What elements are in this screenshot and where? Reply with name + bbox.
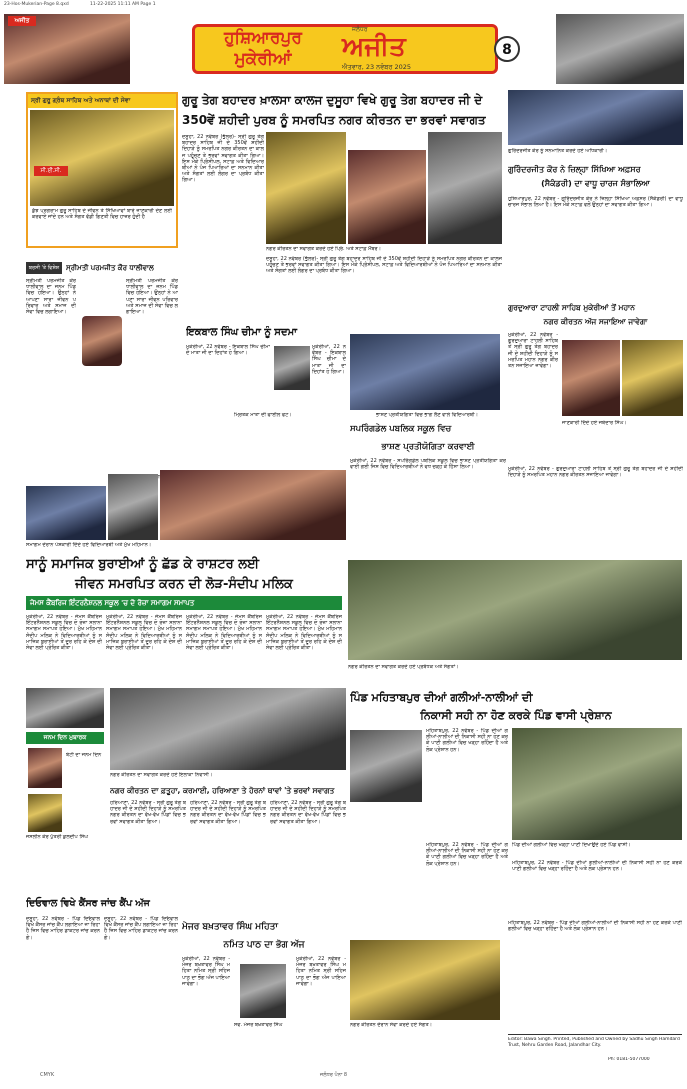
imprint-box [508, 1034, 682, 1064]
page-number: 8 [494, 36, 520, 62]
village-body-col-2: ਮਹਿਤਾਬਪੁਰ, 22 ਨਵੰਬਰ - ਪਿੰਡ ਦੀਆਂ ਗਲੀਆਂ-ਨਾਲੀਆਂ ਦੀ ਨਿਕਾਸੀ ਸਹੀ ਨਾ ਹੋਣ ਕਰਕੇ ਪਾਣੀ ਗਲੀਆਂ ਵਿਚ ਖੜ੍ਹਾ ਰਹਿੰਦਾ ਹੈ ਅਤੇ ਲੋਕ ਪ੍ਰੇਸ਼ਾਨ ਹਨ। [426, 842, 508, 867]
cancer-headline: ਦਿਓਵਾਲ ਵਿਖੇ ਕੈਂਸਰ ਜਾਂਚ ਕੈਂਪ ਅੱਜ [26, 898, 150, 909]
village-caption: ਪਿੰਡ ਦੀਆਂ ਗਲੀਆਂ ਵਿਚ ਖੜ੍ਹਾ ਪਾਣੀ ਦਿਖਾਉਂਦੇ ਹੋਏ ਪਿੰਡ ਵਾਸੀ। [512, 842, 631, 848]
birthday-caption-2: ਜਸਲੀਨ ਕੌਰ ਪੁੱਤਰੀ ਕੁਲਦੀਪ ਸਿੰਘ [26, 834, 88, 840]
village-headline-1: ਪਿੰਡ ਮਹਿਤਾਬਪੁਰ ਦੀਆਂ ਗਲੀਆਂ-ਨਾਲੀਆਂ ਦੀ [350, 691, 533, 704]
top-file-strip [0, 0, 687, 10]
gurdwara-photo-1 [562, 340, 620, 416]
major-body-col-1: ਮੁਕੇਰੀਆਂ, 22 ਨਵੰਬਰ - ਮੇਜਰ ਬਖ਼ਤਾਵਰ ਸਿੰਘ ਮਹਿਤਾ ਨਮਿਤ ਸ੍ਰੀ ਸਹਿਜ ਪਾਠ ਦਾ ਭੋਗ ਅੱਜ ਪਾਇਆ ਜਾਵੇਗਾ। [182, 956, 230, 987]
dance-photo-3 [160, 470, 346, 540]
tribute-label: ਬਰਸੀ 'ਤੇ ਵਿਸ਼ੇਸ਼ [26, 262, 62, 274]
gurdwara-body: ਮੁਕੇਰੀਆਂ, 22 ਨਵੰਬਰ - ਗੁਰਦੁਆਰਾ ਟਾਹਲੀ ਸਾਹਿਬ ਤੋਂ ਸ੍ਰੀ ਗੁਰੂ ਤੇਗ ਬਹਾਦਰ ਜੀ ਦੇ ਸ਼ਹੀਦੀ ਦਿਹਾੜੇ ਨੂੰ ਸਮਰਪਿਤ ਮਹਾਨ ਨਗਰ ਕੀਰਤਨ ਸਜਾਇਆ ਜਾਵੇਗਾ। [508, 332, 558, 370]
cancer-body-col-2: ਦਸੂਹਾ, 22 ਨਵੰਬਰ - ਪਿੰਡ ਦਿਓਵਾਲ ਵਿਖੇ ਕੈਂਸਰ ਜਾਂਚ ਕੈਂਪ ਲਗਾਇਆ ਜਾ ਰਿਹਾ ਹੈ ਜਿਸ ਵਿਚ ਮਾਹਿਰ ਡਾਕਟਰ ਜਾਂਚ ਕਰਨਗੇ। [104, 916, 178, 941]
welcome-body-col-1: ਹਰਿਆਣਾ, 22 ਨਵੰਬਰ - ਸ੍ਰੀ ਗੁਰੂ ਤੇਗ ਬਹਾਦਰ ਜੀ ਦੇ ਸ਼ਹੀਦੀ ਦਿਹਾੜੇ ਨੂੰ ਸਮਰਪਿਤ ਨਗਰ ਕੀਰਤਨ ਦਾ ਵੱਖ-ਵੱਖ ਪਿੰਡਾਂ ਵਿਚ ਭਰਵਾਂ ਸਵਾਗਤ ਕੀਤਾ ਗਿਆ। [110, 800, 186, 825]
masthead-right-photo [556, 14, 684, 84]
masthead-section-title: ਹੁਸ਼ਿਆਰਪੁਰ ਮੁਕੇਰੀਆਂ [224, 28, 302, 69]
cancer-body-col-1: ਦਸੂਹਾ, 22 ਨਵੰਬਰ - ਪਿੰਡ ਦਿਓਵਾਲ ਵਿਖੇ ਕੈਂਸਰ ਜਾਂਚ ਕੈਂਪ ਲਗਾਇਆ ਜਾ ਰਿਹਾ ਹੈ ਜਿਸ ਵਿਚ ਮਾਹਿਰ ਡਾਕਟਰ ਜਾਂਚ ਕਰਨਗੇ। [26, 916, 100, 941]
masthead [0, 10, 687, 85]
james-photo [348, 560, 682, 660]
birthday-photo-2 [28, 794, 62, 832]
school-headline-1: ਸਪਰਿੰਗਡੇਲ ਪਬਲਿਕ ਸਕੂਲ ਵਿਚ [350, 424, 452, 434]
birthday-caption-1: ਬੇਟੀ ਦਾ ਜਨਮ ਦਿਨ [66, 752, 102, 758]
right-top-caption: ਗੁਰਿੰਦਰਜੀਤ ਕੌਰ ਨੂੰ ਸਨਮਾਨਿਤ ਕਰਦੇ ਹੋਏ ਅਧਿਕਾਰੀ। [508, 148, 608, 154]
iqbal-body-right: ਮੁਕੇਰੀਆਂ, 22 ਨਵੰਬਰ - ਇਕਬਾਲ ਸਿੰਘ ਚੀਮਾ ਦੇ ਮਾਤਾ ਜੀ ਦਾ ਦਿਹਾਂਤ ਹੋ ਗਿਆ। [312, 344, 346, 375]
james-photo-caption: ਨਗਰ ਕੀਰਤਨ ਦਾ ਸਵਾਗਤ ਕਰਦੇ ਹੋਏ ਪ੍ਰਬੰਧਕ ਅਤੇ ਸੰਗਤਾਂ। [348, 664, 459, 670]
footer-left: CMYK [40, 1072, 55, 1078]
lead-body-continued: ਦਸੂਹਾ, 22 ਨਵੰਬਰ (ਭੁੱਲਰ)- ਸ੍ਰੀ ਗੁਰੂ ਤੇਗ ਬਹਾਦਰ ਸਾਹਿਬ ਜੀ ਦੇ 350ਵੇਂ ਸ਼ਹੀਦੀ ਦਿਹਾੜੇ ਨੂੰ ਸਮਰਪਿਤ ਨਗਰ ਕੀਰਤਨ ਦਾ ਕਾਲਜ ਪਹੁੰਚਣ ਤੇ ਭਰਵਾਂ ਸਵਾਗਤ ਕੀਤਾ ਗਿਆ। ਇਸ ਮੌਕੇ ਪ੍ਰਿੰਸੀਪਲ, ਸਟਾਫ਼ ਅਤੇ ਵਿਦਿਆਰਥੀਆਂ ਨੇ ਪੰਜ ਪਿਆਰਿਆਂ ਦਾ ਸਨਮਾਨ ਕੀਤਾ ਅਤੇ ਸੰਗਤਾਂ ਲਈ ਲੰਗਰ ਦਾ ਪ੍ਰਬੰਧ ਕੀਤਾ ਗਿਆ। [266, 256, 502, 275]
left-top-box-title: ਸ੍ਰੀ ਗੁਰੂ ਗ੍ਰੰਥ ਸਾਹਿਬ ਅਤੇ ਅਨਾਥਾਂ ਦੀ ਸੇਵਾ [28, 94, 176, 108]
major-headline-2: ਨਮਿਤ ਪਾਠ ਦਾ ਭੋਗ ਅੱਜ [223, 940, 305, 950]
james-body-col-4: ਮੁਕੇਰੀਆਂ, 22 ਨਵੰਬਰ - ਜੇਮਸ ਕੈਂਬਰਿਜ ਇੰਟਰਨੈਸ਼ਨਲ ਸਕੂਲ ਵਿਚ ਦੋ ਰੋਜ਼ਾ ਸਲਾਨਾ ਸਮਾਗਮ ਸਮਾਪਤ ਹੋਇਆ। ਮੁੱਖ ਮਹਿਮਾਨ ਸੰਦੀਪ ਮਲਿਕ ਨੇ ਵਿਦਿਆਰਥੀਆਂ ਨੂੰ ਸਮਾਜਿਕ ਬੁਰਾਈਆਂ ਤੋਂ ਦੂਰ ਰਹਿ ਕੇ ਦੇਸ਼ ਦੀ ਸੇਵਾ ਲਈ ਪ੍ਰੇਰਿਤ ਕੀਤਾ। [266, 614, 342, 652]
major-portrait [240, 964, 286, 1018]
tribute-body-right: ਸ੍ਰੀਮਤੀ ਪਰਮਜੀਤ ਕੌਰ ਧਾਲੀਵਾਲ ਦਾ ਜਨਮ ਪਿੰਡ ਵਿਚ ਹੋਇਆ। ਉਨ੍ਹਾਂ ਨੇ ਆਪਣਾ ਸਾਰਾ ਜੀਵਨ ਪਰਿਵਾਰ ਅਤੇ ਸਮਾਜ ਦੀ ਸੇਵਾ ਵਿਚ ਲਗਾਇਆ। [126, 278, 178, 316]
school-photo [350, 334, 500, 410]
tribute-body-left: ਸ੍ਰੀਮਤੀ ਪਰਮਜੀਤ ਕੌਰ ਧਾਲੀਵਾਲ ਦਾ ਜਨਮ ਪਿੰਡ ਵਿਚ ਹੋਇਆ। ਉਨ੍ਹਾਂ ਨੇ ਆਪਣਾ ਸਾਰਾ ਜੀਵਨ ਪਰਿਵਾਰ ਅਤੇ ਸਮਾਜ ਦੀ ਸੇਵਾ ਵਿਚ ਲਗਾਇਆ। [26, 278, 76, 316]
left-top-box [26, 92, 178, 248]
iqbal-headline: ਇਕਬਾਲ ਸਿੰਘ ਚੀਮਾ ਨੂੰ ਸਦਮਾ [186, 327, 298, 338]
school-body: ਮੁਕੇਰੀਆਂ, 22 ਨਵੰਬਰ - ਸਪਰਿੰਗਡੇਲ ਪਬਲਿਕ ਸਕੂਲ ਵਿਚ ਭਾਸ਼ਣ ਪ੍ਰਤੀਯੋਗਿਤਾ ਕਰਵਾਈ ਗਈ ਜਿਸ ਵਿਚ ਵਿਦਿਆਰਥੀਆਂ ਨੇ ਵਧ ਚੜ੍ਹ ਕੇ ਹਿੱਸਾ ਲਿਆ। [350, 458, 506, 471]
masthead-left-banner: ਅਜੀਤ [8, 16, 36, 26]
right-top-photo [508, 90, 683, 145]
dance-photo-1 [26, 486, 106, 540]
masthead-paper-name: ਅਜੀਤ [342, 32, 406, 62]
tribute-box [26, 262, 178, 482]
lead-headline-2: 350ਵੇਂ ਸ਼ਹੀਦੀ ਪੁਰਬ ਨੂੰ ਸਮਰਪਿਤ ਨਗਰ ਕੀਰਤਨ ਦਾ ਭਰਵਾਂ ਸਵਾਗਤ [182, 113, 486, 127]
village-photo-1 [350, 730, 422, 802]
print-stamp: 11-22-2025 11:11 AM Page 1 [90, 2, 156, 7]
gurdwara-body-continued: ਮੁਕੇਰੀਆਂ, 22 ਨਵੰਬਰ - ਗੁਰਦੁਆਰਾ ਟਾਹਲੀ ਸਾਹਿਬ ਤੋਂ ਸ੍ਰੀ ਗੁਰੂ ਤੇਗ ਬਹਾਦਰ ਜੀ ਦੇ ਸ਼ਹੀਦੀ ਦਿਹਾੜੇ ਨੂੰ ਸਮਰਪਿਤ ਮਹਾਨ ਨਗਰ ਕੀਰਤਨ ਸਜਾਇਆ ਜਾਵੇਗਾ। [508, 466, 683, 479]
left-top-box-body: ਕੁੱਝ ਪ੍ਰੋਗਰਾਮ ਗੁਰੂ ਸਾਹਿਬ ਦੇ ਜੀਵਨ ਤੇ ਸਿੱਖਿਆਵਾਂ ਬਾਰੇ ਜਾਣਕਾਰੀ ਦੇਣ ਲਈ ਕਰਵਾਏ ਜਾਂਦੇ ਹਨ ਅਤੇ ਸੰਗਤ ਵੱਡੀ ਗਿਣਤੀ ਵਿਚ ਹਾਜ਼ਰ ਹੁੰਦੀ ਹੈ [32, 208, 172, 221]
major-body-col-2: ਮੁਕੇਰੀਆਂ, 22 ਨਵੰਬਰ - ਮੇਜਰ ਬਖ਼ਤਾਵਰ ਸਿੰਘ ਮਹਿਤਾ ਨਮਿਤ ਸ੍ਰੀ ਸਹਿਜ ਪਾਠ ਦਾ ਭੋਗ ਅੱਜ ਪਾਇਆ ਜਾਵੇਗਾ। [296, 956, 346, 987]
right-top-headline-1: ਗੁਰਿੰਦਰਜੀਤ ਕੌਰ ਨੇ ਜ਼ਿਲ੍ਹਾ ਸਿੱਖਿਆ ਅਫ਼ਸਰ [508, 165, 641, 174]
birthday-photo-1 [28, 748, 62, 788]
masthead-city: ਜਲੰਧਰ [352, 26, 368, 33]
file-info: 23-Hos-Mukerian-Page 8.qxd [4, 2, 69, 7]
birthday-photo-top [26, 688, 104, 728]
welcome-photo [110, 688, 346, 770]
iqbal-caption: ਮ੍ਰਿਤਕ ਮਾਤਾ ਦੀ ਫਾਈਲ ਫੋਟੋ। [234, 412, 292, 418]
birthday-label: ਜਨਮ ਦਿਨ ਮੁਬਾਰਕ [26, 732, 104, 744]
welcome-headline: ਨਗਰ ਕੀਰਤਨ ਦਾ ਫ਼ਤੂਹਾ, ਕਰਮਾਈ, ਹਰਿਆਣਾ ਤੇ ਹੋਰਨਾਂ ਥਾਵਾਂ 'ਤੇ ਭਰਵਾਂ ਸਵਾਗਤ [110, 786, 335, 795]
iqbal-portrait [274, 346, 310, 390]
welcome-photo-caption: ਨਗਰ ਕੀਰਤਨ ਦਾ ਸਵਾਗਤ ਕਰਦੇ ਹੋਏ ਇਲਾਕਾ ਨਿਵਾਸੀ। [110, 772, 213, 778]
masthead-date: ਐਤਵਾਰ, 23 ਨਵੰਬਰ 2025 [342, 63, 411, 71]
right-top-headline-2: (ਸੈਕੰਡਰੀ) ਦਾ ਵਾਧੂ ਚਾਰਜ ਸੰਭਾਲਿਆ [541, 179, 650, 188]
imprint-phone: Ph: 0181-5077000 [608, 1057, 650, 1062]
welcome-body-col-2: ਹਰਿਆਣਾ, 22 ਨਵੰਬਰ - ਸ੍ਰੀ ਗੁਰੂ ਤੇਗ ਬਹਾਦਰ ਜੀ ਦੇ ਸ਼ਹੀਦੀ ਦਿਹਾੜੇ ਨੂੰ ਸਮਰਪਿਤ ਨਗਰ ਕੀਰਤਨ ਦਾ ਵੱਖ-ਵੱਖ ਪਿੰਡਾਂ ਵਿਚ ਭਰਵਾਂ ਸਵਾਗਤ ਕੀਤਾ ਗਿਆ। [190, 800, 266, 825]
gurdwara-headline-2: ਨਗਰ ਕੀਰਤਨ ਅੱਜ ਸਜਾਇਆ ਜਾਵੇਗਾ [543, 317, 648, 326]
gurdwara-caption: ਜਾਣਕਾਰੀ ਦਿੰਦੇ ਹੋਏ ਜਥੇਦਾਰ ਸਿੰਘ। [562, 420, 627, 426]
bottom-photo-caption: ਨਗਰ ਕੀਰਤਨ ਦੌਰਾਨ ਸੇਵਾ ਕਰਦੇ ਹੋਏ ਸੰਗਤ। [350, 1022, 433, 1028]
james-headline-1: ਸਾਨੂੰ ਸਮਾਜਿਕ ਬੁਰਾਈਆਂ ਨੂੰ ਛੱਡ ਕੇ ਰਾਸ਼ਟਰ ਲਈ [26, 557, 260, 572]
gurdwara-photo-2 [622, 340, 683, 416]
bottom-photo [350, 940, 500, 1020]
welcome-body-col-3: ਹਰਿਆਣਾ, 22 ਨਵੰਬਰ - ਸ੍ਰੀ ਗੁਰੂ ਤੇਗ ਬਹਾਦਰ ਜੀ ਦੇ ਸ਼ਹੀਦੀ ਦਿਹਾੜੇ ਨੂੰ ਸਮਰਪਿਤ ਨਗਰ ਕੀਰਤਨ ਦਾ ਵੱਖ-ਵੱਖ ਪਿੰਡਾਂ ਵਿਚ ਭਰਵਾਂ ਸਵਾਗਤ ਕੀਤਾ ਗਿਆ। [270, 800, 346, 825]
james-headline-2: ਜੀਵਨ ਸਮਰਪਿਤ ਕਰਨ ਦੀ ਲੋੜ-ਸੰਦੀਪ ਮਲਿਕ [75, 577, 293, 592]
footer-center: ਜਲੰਧਰ ਪੰਨਾ 8 [320, 1072, 348, 1078]
dance-photo-2 [108, 474, 158, 540]
major-caption: ਸਵ. ਮੇਜਰ ਬਖ਼ਤਾਵਰ ਸਿੰਘ [234, 1022, 283, 1028]
major-headline-1: ਮੇਜਰ ਬਖ਼ਤਾਵਰ ਸਿੰਘ ਮਹਿਤਾ [182, 922, 278, 932]
iqbal-body: ਮੁਕੇਰੀਆਂ, 22 ਨਵੰਬਰ - ਇਕਬਾਲ ਸਿੰਘ ਚੀਮਾ ਦੇ ਮਾਤਾ ਜੀ ਦਾ ਦਿਹਾਂਤ ਹੋ ਗਿਆ। [186, 344, 270, 357]
imprint-text: Editor: Bawa Singh. Printed, Published and Owned by Sadhu Singh Hamdard Trust, Nehru Garden Road, Jalandhar City. [508, 1037, 680, 1048]
james-body-col-3: ਮੁਕੇਰੀਆਂ, 22 ਨਵੰਬਰ - ਜੇਮਸ ਕੈਂਬਰਿਜ ਇੰਟਰਨੈਸ਼ਨਲ ਸਕੂਲ ਵਿਚ ਦੋ ਰੋਜ਼ਾ ਸਲਾਨਾ ਸਮਾਗਮ ਸਮਾਪਤ ਹੋਇਆ। ਮੁੱਖ ਮਹਿਮਾਨ ਸੰਦੀਪ ਮਲਿਕ ਨੇ ਵਿਦਿਆਰਥੀਆਂ ਨੂੰ ਸਮਾਜਿਕ ਬੁਰਾਈਆਂ ਤੋਂ ਦੂਰ ਰਹਿ ਕੇ ਦੇਸ਼ ਦੀ ਸੇਵਾ ਲਈ ਪ੍ਰੇਰਿਤ ਕੀਤਾ। [186, 614, 262, 652]
right-top-body: ਹੁਸ਼ਿਆਰਪੁਰ, 22 ਨਵੰਬਰ - ਗੁਰਿੰਦਰਜੀਤ ਕੌਰ ਨੇ ਜ਼ਿਲ੍ਹਾ ਸਿੱਖਿਆ ਅਫ਼ਸਰ (ਸੈਕੰਡਰੀ) ਦਾ ਵਾਧੂ ਚਾਰਜ ਸੰਭਾਲ ਲਿਆ ਹੈ। ਇਸ ਮੌਕੇ ਸਟਾਫ਼ ਵਲੋਂ ਉਨ੍ਹਾਂ ਦਾ ਸਵਾਗਤ ਕੀਤਾ ਗਿਆ। [508, 196, 683, 209]
tribute-title: ਸ੍ਰੀਮਤੀ ਪਰਮਜੀਤ ਕੌਰ ਧਾਲੀਵਾਲ [66, 264, 154, 272]
lead-photo-1 [266, 132, 346, 244]
village-headline-2: ਨਿਕਾਸੀ ਸਹੀ ਨਾ ਹੋਣ ਕਰਕੇ ਪਿੰਡ ਵਾਸੀ ਪ੍ਰੇਸ਼ਾਨ [420, 709, 612, 722]
birthday-box [26, 688, 106, 848]
james-sub-banner: ਜੇਮਸ ਕੈਂਬਰਿਜ ਇੰਟਰਨੈਸ਼ਨਲ ਸਕੂਲ 'ਚ ਦੋ ਰੋਜ਼ਾ ਸਮਾਗਮ ਸਮਾਪਤ [26, 596, 342, 610]
gurdwara-headline-1: ਗੁਰਦੁਆਰਾ ਟਾਹਲੀ ਸਾਹਿਬ ਮੁਕੇਰੀਆਂ ਤੋਂ ਮਹਾਨ [508, 303, 635, 312]
lead-body: ਦਸੂਹਾ, 22 ਨਵੰਬਰ (ਭੁੱਲਰ)- ਸ੍ਰੀ ਗੁਰੂ ਤੇਗ ਬਹਾਦਰ ਸਾਹਿਬ ਜੀ ਦੇ 350ਵੇਂ ਸ਼ਹੀਦੀ ਦਿਹਾੜੇ ਨੂੰ ਸਮਰਪਿਤ ਨਗਰ ਕੀਰਤਨ ਦਾ ਕਾਲਜ ਪਹੁੰਚਣ ਤੇ ਭਰਵਾਂ ਸਵਾਗਤ ਕੀਤਾ ਗਿਆ। ਇਸ ਮੌਕੇ ਪ੍ਰਿੰਸੀਪਲ, ਸਟਾਫ਼ ਅਤੇ ਵਿਦਿਆਰਥੀਆਂ ਨੇ ਪੰਜ ਪਿਆਰਿਆਂ ਦਾ ਸਨਮਾਨ ਕੀਤਾ ਅਤੇ ਸੰਗਤਾਂ ਲਈ ਲੰਗਰ ਦਾ ਪ੍ਰਬੰਧ ਕੀਤਾ ਗਿਆ। [182, 134, 264, 184]
village-body-col-1: ਮਹਿਤਾਬਪੁਰ, 22 ਨਵੰਬਰ - ਪਿੰਡ ਦੀਆਂ ਗਲੀਆਂ-ਨਾਲੀਆਂ ਦੀ ਨਿਕਾਸੀ ਸਹੀ ਨਾ ਹੋਣ ਕਰਕੇ ਪਾਣੀ ਗਲੀਆਂ ਵਿਚ ਖੜ੍ਹਾ ਰਹਿੰਦਾ ਹੈ ਅਤੇ ਲੋਕ ਪ੍ਰੇਸ਼ਾਨ ਹਨ। [426, 728, 508, 753]
village-photo-2 [512, 728, 682, 840]
school-photo-caption: ਭਾਸ਼ਣ ਪ੍ਰਤੀਯੋਗਿਤਾ ਵਿਚ ਭਾਗ ਲੈਣ ਵਾਲੇ ਵਿਦਿਆਰਥੀ। [376, 412, 478, 418]
lead-photo-caption: ਨਗਰ ਕੀਰਤਨ ਦਾ ਸਵਾਗਤ ਕਰਦੇ ਹੋਏ ਪ੍ਰਿੰ. ਅਤੇ ਸਟਾਫ਼ ਮੈਂਬਰ। [266, 246, 382, 252]
lead-photo-2 [348, 150, 426, 244]
bottom-right-body: ਮਹਿਤਾਬਪੁਰ, 22 ਨਵੰਬਰ - ਪਿੰਡ ਦੀਆਂ ਗਲੀਆਂ-ਨਾਲੀਆਂ ਦੀ ਨਿਕਾਸੀ ਸਹੀ ਨਾ ਹੋਣ ਕਰਕੇ ਪਾਣੀ ਗਲੀਆਂ ਵਿਚ ਖੜ੍ਹਾ ਰਹਿੰਦਾ ਹੈ ਅਤੇ ਲੋਕ ਪ੍ਰੇਸ਼ਾਨ ਹਨ। [508, 920, 682, 933]
footer [0, 1070, 687, 1089]
tribute-portrait [82, 316, 122, 366]
dance-caption: ਸਮਾਗਮ ਦੌਰਾਨ ਪੇਸ਼ਕਾਰੀ ਦਿੰਦੇ ਹੋਏ ਵਿਦਿਆਰਥੀ ਅਤੇ ਮੁੱਖ ਮਹਿਮਾਨ। [26, 542, 152, 548]
left-top-box-photo [30, 110, 174, 206]
left-top-box-badge: ਸੀ.ਈ.ਸੀ. [34, 166, 68, 176]
lead-photo-3 [428, 132, 502, 244]
school-headline-2: ਭਾਸ਼ਣ ਪ੍ਰਤੀਯੋਗਿਤਾ ਕਰਵਾਈ [381, 442, 475, 452]
lead-headline-1: ਗੁਰੂ ਤੇਗ ਬਹਾਦਰ ਖ਼ਾਲਸਾ ਕਾਲਜ ਦੁਸੂਹਾ ਵਿਖੇ ਗੁਰੂ ਤੇਗ ਬਹਾਦਰ ਜੀ ਦੇ [182, 93, 483, 107]
james-body-col-2: ਮੁਕੇਰੀਆਂ, 22 ਨਵੰਬਰ - ਜੇਮਸ ਕੈਂਬਰਿਜ ਇੰਟਰਨੈਸ਼ਨਲ ਸਕੂਲ ਵਿਚ ਦੋ ਰੋਜ਼ਾ ਸਲਾਨਾ ਸਮਾਗਮ ਸਮਾਪਤ ਹੋਇਆ। ਮੁੱਖ ਮਹਿਮਾਨ ਸੰਦੀਪ ਮਲਿਕ ਨੇ ਵਿਦਿਆਰਥੀਆਂ ਨੂੰ ਸਮਾਜਿਕ ਬੁਰਾਈਆਂ ਤੋਂ ਦੂਰ ਰਹਿ ਕੇ ਦੇਸ਼ ਦੀ ਸੇਵਾ ਲਈ ਪ੍ਰੇਰਿਤ ਕੀਤਾ। [106, 614, 182, 652]
james-body-col-1: ਮੁਕੇਰੀਆਂ, 22 ਨਵੰਬਰ - ਜੇਮਸ ਕੈਂਬਰਿਜ ਇੰਟਰਨੈਸ਼ਨਲ ਸਕੂਲ ਵਿਚ ਦੋ ਰੋਜ਼ਾ ਸਲਾਨਾ ਸਮਾਗਮ ਸਮਾਪਤ ਹੋਇਆ। ਮੁੱਖ ਮਹਿਮਾਨ ਸੰਦੀਪ ਮਲਿਕ ਨੇ ਵਿਦਿਆਰਥੀਆਂ ਨੂੰ ਸਮਾਜਿਕ ਬੁਰਾਈਆਂ ਤੋਂ ਦੂਰ ਰਹਿ ਕੇ ਦੇਸ਼ ਦੀ ਸੇਵਾ ਲਈ ਪ੍ਰੇਰਿਤ ਕੀਤਾ। [26, 614, 102, 652]
village-body-col-3: ਮਹਿਤਾਬਪੁਰ, 22 ਨਵੰਬਰ - ਪਿੰਡ ਦੀਆਂ ਗਲੀਆਂ-ਨਾਲੀਆਂ ਦੀ ਨਿਕਾਸੀ ਸਹੀ ਨਾ ਹੋਣ ਕਰਕੇ ਪਾਣੀ ਗਲੀਆਂ ਵਿਚ ਖੜ੍ਹਾ ਰਹਿੰਦਾ ਹੈ ਅਤੇ ਲੋਕ ਪ੍ਰੇਸ਼ਾਨ ਹਨ। [512, 860, 682, 873]
